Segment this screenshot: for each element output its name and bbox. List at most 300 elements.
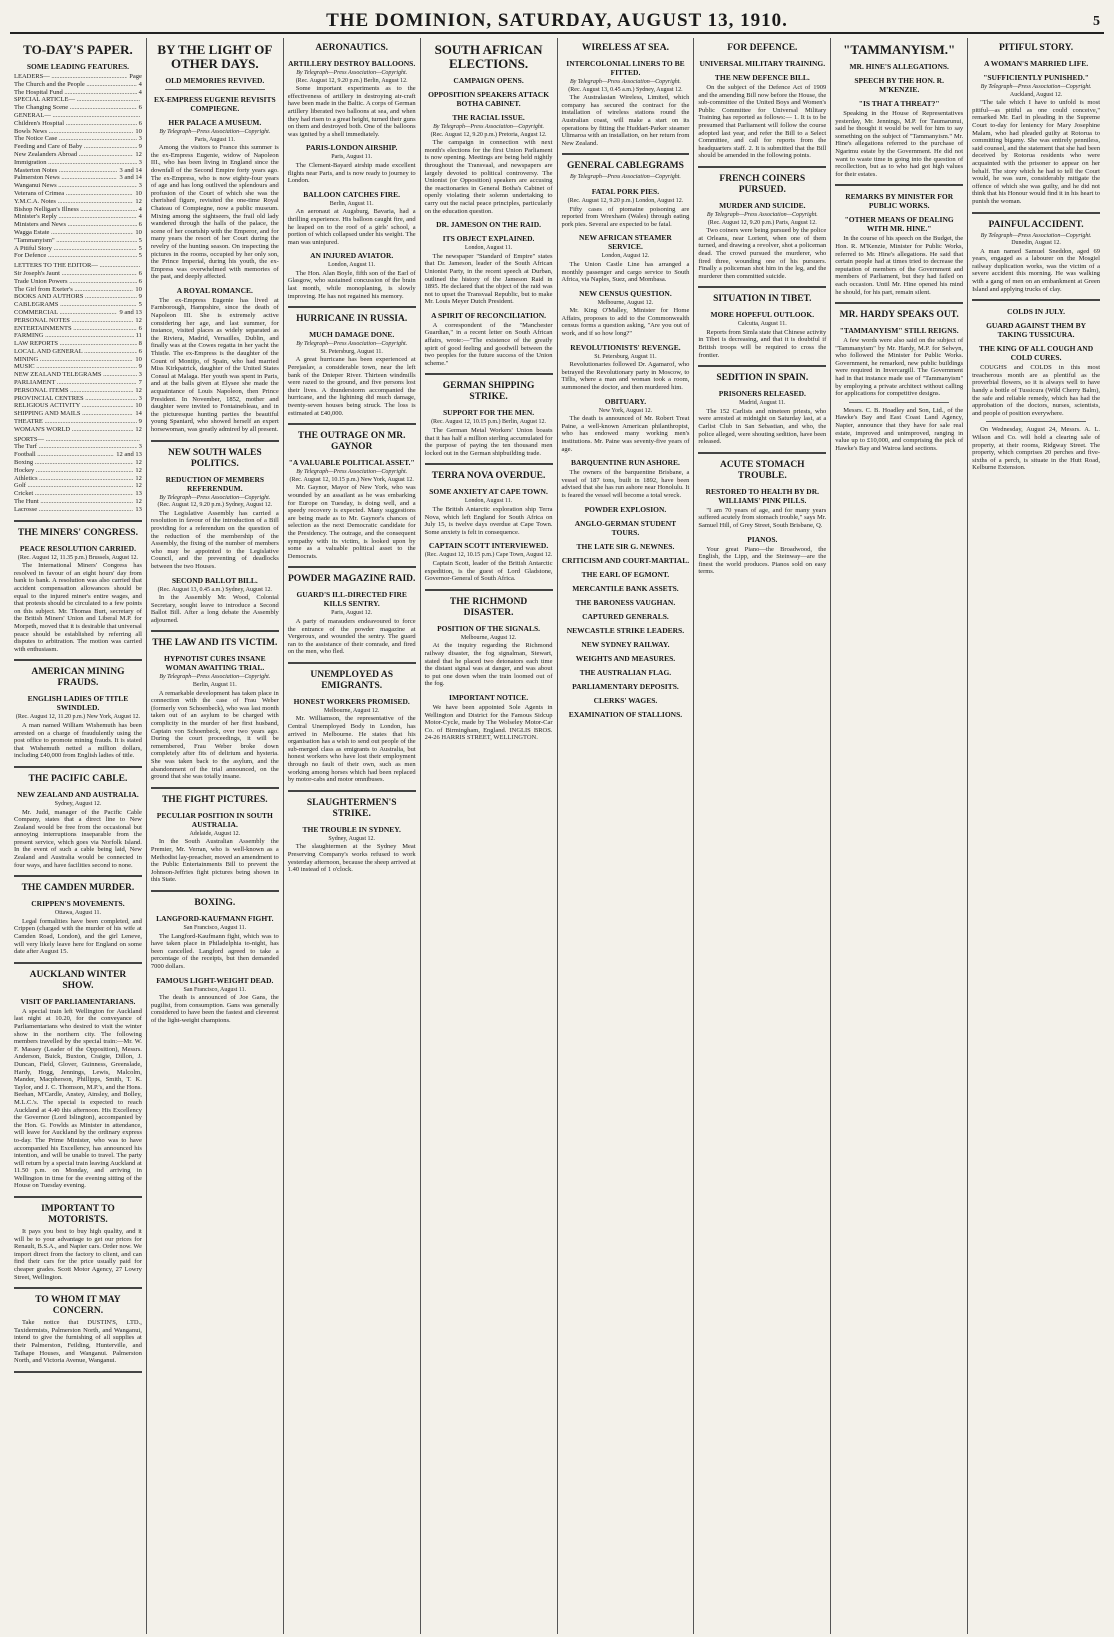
column-4 [421, 38, 558, 1634]
index-subtitle: SOME LEADING FEATURES. [26, 62, 130, 71]
article-body: The owners of the barquentine Brisbane, a vessel of 187 tons, built in 1892, have been advised that she has run ashore near Honolulu. It is feared the vessel will become a total wreck. [561, 469, 690, 499]
article [14, 883, 142, 956]
index-entry [14, 120, 142, 128]
index-entry-page: 14 [135, 410, 142, 418]
article-headline: UNEMPLOYED AS EMIGRANTS. [310, 669, 393, 691]
article-body: Fifty cases of ptomaine poisoning are reported from Wrexham (Wales) through eating pork pies. Several are expected to be fatal. [561, 205, 690, 228]
dateline: (Rec. August 12, 9.20 p.m.) Sydney, August 12. [157, 502, 273, 509]
article-body: An aeronaut at Augsburg, Bavaria, had a thrilling experience. His balloon caught fire, and he leaped on to the roof of a girls' school, a portion of which collapsed under his weight. The man was uninjured. [287, 208, 416, 246]
article-subhead: GUARD'S ILL-DIRECTED FIRE KILLS SENTRY. [296, 590, 407, 609]
index-entry-label: Golf ..... [14, 482, 133, 490]
index-entry-label: NEW ZEALAND TELEGRAMS ..... [14, 371, 137, 379]
dateline: (Rec. August 13, 0.45 a.m.) Sydney, August 12. [157, 586, 272, 593]
index-entry [14, 482, 142, 490]
article-subhead: "SUFFICIENTLY PUNISHED." [983, 73, 1089, 82]
index-entry-page: 12 [135, 466, 142, 474]
article-subhead: "OTHER MEANS OF DEALING WITH MR. HINE." [844, 215, 954, 234]
divider [151, 890, 279, 892]
divider [425, 373, 553, 375]
index-entry [14, 143, 142, 151]
article-body: The Australasian Wireless, Limited, which company has secured the contract for the installation of wireless stations round the Australian coast, will make a start on its operations by fitting the Huddart-Parker steamer Ulimaroa with an installation, on her return from New Zealand. [561, 94, 690, 147]
index-entry-label: LETTERS TO THE EDITOR— ..... [14, 262, 140, 270]
article-body: Legal formalities have been completed, and Crippen (charged with the murder of his wife at Camden Road, London), and the girl Leneve, will very likely leave here for England on some date after August 15. [14, 917, 142, 956]
index-entry-page: 7 [138, 379, 142, 387]
article-subhead: A WOMAN'S MARRIED LIFE. [984, 59, 1089, 68]
divider [849, 402, 949, 403]
dateline: Paris, August 12. [331, 610, 373, 617]
index-entry [14, 213, 142, 221]
press-credit: By Telegraph—Press Association—Copyright. [296, 341, 408, 348]
article-headline: SEDITION IN SPAIN. [716, 373, 809, 384]
index-entry-label: The Hospital Fund ..... [14, 89, 137, 97]
dateline: (Rec. August 12, 11.20 p.m.) New York, August 12. [15, 714, 140, 721]
press-credit: By Telegraph—Press Association—Copyright. [296, 70, 408, 76]
article-body: "The tale which I have to unfold is most pitiful—as pitiful as one could conceive," remarked Mr. Earl in pleading in the Supreme Court to-day for leniency for Mary Josephine Malam, who had pleaded guilty at Rotorua to committing bigamy. She was entirely penniless, said counsel, and the statement that she had been deceived by Rotorua residents who were acquainted with the prisoner to appear on her behalf. The story which he had to tell the Court would, he was sure, considerably mitigate the offence of which she was guilty, and he did not think that his Honour would find it in his heart to punish the woman. [972, 99, 1100, 205]
article-headline: HURRICANE IN RUSSIA. [296, 314, 408, 325]
article-subhead: PECULIAR POSITION IN SOUTH AUSTRALIA. [156, 810, 273, 829]
index-entry-page: 12 [135, 474, 142, 482]
article-body: The Clement-Bayard airship made excellent flights near Paris, and is now ready to journey to London. [287, 161, 416, 185]
index-entry-page: 12 [135, 197, 142, 205]
index-entry-label: Bowls News ..... [14, 128, 133, 136]
article-subhead: SOME ANXIETY AT CAPE TOWN. [429, 487, 548, 497]
index-entry-page: 4 [138, 80, 142, 88]
divider [14, 766, 142, 768]
index-entry-page: 10 [135, 285, 142, 293]
article-body: Mr. King O'Malley, Minister for Home Affairs, proposes to add to the Commonwealth census forms a question asking, "Are you out of work, and if so how long?" [561, 307, 690, 338]
index-entry-label: Hockey ..... [14, 467, 133, 475]
divider [288, 662, 416, 664]
article-subhead: PARIS-LONDON AIRSHIP. [306, 143, 398, 153]
index-entry-label: The Hunt ..... [14, 498, 133, 506]
index-entry [14, 426, 142, 434]
press-credit: By Telegraph—Press Association—Copyright. [159, 494, 271, 501]
index-entry-page: 3 [138, 182, 142, 190]
index-entry-page: 3 [138, 443, 142, 451]
article-headline: AERONAUTICS. [315, 43, 388, 53]
divider [835, 184, 963, 186]
index-entry-label: PERSONAL NOTES ..... [14, 317, 133, 325]
index-entry-label: Wanganui News ..... [14, 182, 137, 190]
article-headline: GERMAN SHIPPING STRIKE. [442, 381, 535, 403]
article-subhead: "A VALUABLE POLITICAL ASSET." [288, 458, 415, 468]
article-subhead: NEW AFRICAN STEAMER SERVICE. [579, 233, 672, 252]
index-entry-label: Bishop Nelligan's Illness ..... [14, 206, 137, 214]
index-entry-page: 5 [138, 252, 142, 260]
divider [698, 452, 826, 454]
index-entry [14, 387, 142, 395]
index-entry [14, 340, 142, 348]
divider [14, 1371, 142, 1373]
index-entry-page: 4 [138, 205, 142, 213]
article-subhead: GUARD AGAINST THEM BY TAKING TUSSICURA. [986, 321, 1087, 340]
article-subhead: POSITION OF THE SIGNALS. [437, 623, 541, 633]
article-subhead: ANGLO-GERMAN STUDENT TOURS. [574, 518, 677, 537]
index-entry-page: 12 [135, 386, 142, 394]
index-entry-label: Wagga Estate ..... [14, 229, 133, 237]
index-entry [14, 293, 142, 301]
press-credit: By Telegraph—Press Association—Copyright. [706, 211, 818, 218]
article-subhead: OLD MEMORIES REVIVED. [165, 76, 265, 85]
dateline: St. Petersburg, August 11. [594, 353, 657, 360]
article-subhead: THE LATE SIR G. NEWNES. [576, 541, 675, 551]
index-entry [14, 174, 142, 182]
index-entry-label: PARLIAMENT ..... [14, 379, 137, 387]
index-entry-page [140, 262, 142, 270]
index-entry [14, 245, 142, 253]
index-entry [14, 81, 142, 89]
article-subhead: BALLOON CATCHES FIRE. [303, 189, 401, 199]
press-credit: By Telegraph—Press Association—Copyright. [569, 174, 681, 181]
article-subhead: RESTORED TO HEALTH BY DR. WILLIAMS' PINK PILLS. [705, 486, 820, 505]
divider [14, 1287, 142, 1289]
advertisement: Your great Piano—the Broadwood, the English, the Lipp, and the Steinway—are the finest the world produces. Pianos sold on easy terms. [698, 545, 827, 576]
divider [288, 566, 416, 568]
article-headline: THE OUTRAGE ON MR. GAYNOR [297, 431, 406, 453]
dateline: San Francisco, August 11. [183, 924, 247, 931]
article-body: A great hurricane has been experienced at Perejaslav, a considerable town, near the left bank of the Dnieper River. Thirteen windmills were razed to the ground, and five persons lost their lives. A thunderstorm accompanied the hurricane, and the lightning did much damage, twenty-seven houses being struck. The loss is estimated at £40,000. [287, 356, 416, 417]
index-entry [14, 73, 142, 81]
index-entry-label: Boxing ..... [14, 459, 133, 467]
article-subhead: THE RACIAL ISSUE. [452, 113, 525, 122]
index-entry-page [140, 436, 142, 444]
index-entry-label: COMMERCIAL ..... [14, 309, 117, 317]
article-headline: ACUTE STOMACH TROUBLE. [720, 459, 805, 481]
index-entry [14, 467, 142, 475]
article-subhead: MR. HINE'S ALLEGATIONS. [849, 62, 949, 71]
index-entry-label: CABLEGRAMS ..... [14, 301, 137, 309]
dateline: (Rec. August 12, 10.15 p.m.) Cape Town, August 12. [424, 552, 553, 559]
article-subhead: SECOND BALLOT BILL. [171, 575, 258, 585]
column-8 [968, 38, 1104, 1634]
index-title: TO-DAY'S PAPER. [23, 42, 133, 57]
index-entry-label: Palmerston News ..... [14, 174, 117, 182]
article-headline: MR. HARDY SPEAKS OUT. [839, 310, 959, 321]
advertisement: We have been appointed Sole Agents in Wellington and District for the Famous Sidcup Motor-Cycle, made by The Wolseley Motor-Car Co. of Birmingham, England. INGLIS BROS. 24-26 HARRIS STREET, WELLINGTON. [424, 703, 553, 742]
advertisement: On Wednesday, August 24, Messrs. A. L. Wilson and Co. will hold a clearing sale of property, at their rooms, Ridgway Street. The property, which comprises 20 perches and five-sixths of a perch, is situate in the Hutt Road, Kelburne Extension. [972, 426, 1100, 472]
article-subhead: PRISONERS RELEASED. [718, 389, 806, 399]
article-subhead: MERCANTILE BANK ASSETS. [572, 583, 679, 593]
index-entry [14, 151, 142, 159]
article-subhead: ITS OBJECT EXPLAINED. [442, 234, 535, 244]
article-subhead: REDUCTION OF MEMBERS REFERENDUM. [165, 474, 265, 493]
index-entry [14, 221, 142, 229]
article-body: The Legislative Assembly has carried a resolution in favour of the introduction of a Bill providing for a referendum on the question of the reduction of the membership of the Assembly, the fixing of the number of members who may be appointed to the Legislative Council, and the preventing of deadlocks between the two Houses. [150, 509, 279, 570]
divider [151, 630, 279, 632]
index-entry-page: 5 [138, 301, 142, 309]
article-subhead: SUPPORT FOR THE MEN. [442, 408, 535, 418]
article-subhead: "TAMMANYISM" STILL REIGNS. [839, 326, 959, 336]
article-subhead: OPPOSITION SPEAKERS ATTACK BOTHA CABINET. [428, 90, 550, 108]
index-entry-page: 4 [138, 88, 142, 96]
article-body: Some important experiments as to the effectiveness of artillery in destroying air-craft have been made in the Baltic. A corps of German artillery liberated two balloons at sea, and when they had risen to a great height, turned their guns on them and destroyed both. One of the balloons was ignited by a shell immediately. [287, 85, 416, 138]
article [14, 667, 142, 760]
article-headline: NEW SOUTH WALES POLITICS. [167, 447, 262, 469]
index-entry-page: 12 [135, 425, 142, 433]
article-subhead: HER PALACE A MUSEUM. [168, 118, 262, 127]
advertisement: "I am 70 years of age, and for many years suffered acutely from stomach trouble," says Mr. Samuel Hill, of Grey Street, South Brisbane, Q. [698, 506, 827, 529]
dateline: Dunedin, August 12. [1011, 240, 1061, 247]
index-entry [14, 379, 142, 387]
index-entry-page: 3 and 14 [119, 166, 142, 174]
column-3 [284, 38, 421, 1634]
page-number: 5 [1093, 14, 1100, 29]
article-subhead: EX-EMPRESS EUGENIE REVISITS COMPIEGNE. [153, 95, 276, 113]
index-entry-label: MUSIC ..... [14, 363, 137, 371]
article-headline: PITIFUL STORY. [999, 43, 1074, 53]
article-subhead: THE BARONESS VAUGHAN. [575, 597, 676, 607]
index-entry [14, 190, 142, 198]
index-entry [14, 167, 142, 175]
dateline: (Rec. August 12, 9.20 p.m.) Pretoria, August 12. [430, 131, 547, 138]
index-entry [14, 506, 142, 514]
index-entry-label: Ministers and News ..... [14, 221, 137, 229]
article-headline: THE RICHMOND DISASTER. [449, 596, 528, 618]
index-entry-label: Lacrosse ..... [14, 506, 133, 514]
article-subhead: CRITICISM AND COURT-MARTIAL. [561, 555, 690, 565]
index-entry [14, 252, 142, 260]
article [14, 1204, 142, 1281]
masthead [10, 6, 1104, 34]
article-body: Among the visitors to France this summer is the ex-Empress Eugenie, widow of Napoleon III., who has been living in England since the downfall of the Second Empire forty years ago. The ex-Empress, who is now eighty-four years of age and has long outlived the splendours and profusion of the Court of which she was the cherished figure, revisited the one-time Royal Chateau of Compiegne, now a public museum. Mixing among the sightseers, the frail old lady wandered through the halls of the palace, the scene of her courtship with the Emperor, and for many years the resort of her Court during the revelry of the hunting season. On inspecting the pictures in the rooms, occupied by her only son, the Prince Imperial, during his youth, the ex-Empress was overwhelmed with memories of the past, and deeply affected. [150, 144, 279, 281]
index-entry-page: 8 [138, 340, 142, 348]
article-headline: THE PACIFIC CABLE. [28, 773, 128, 784]
index-entry [14, 96, 142, 104]
index-entry-label: PERSONAL ITEMS ..... [14, 387, 133, 395]
press-credit: By Telegraph—Press Association—Copyright. [980, 84, 1092, 90]
article-subhead: ARTILLERY DESTROY BALLOONS. [288, 59, 416, 68]
index-entry-page: 3 [138, 135, 142, 143]
article-subhead: IMPORTANT NOTICE. [449, 692, 529, 702]
divider [151, 787, 279, 789]
article-subhead: NEW ZEALAND AND AUSTRALIA. [17, 789, 139, 799]
index-entry-label: Masterton Notes ..... [14, 167, 117, 175]
divider [288, 790, 416, 792]
article-body: Speaking in the House of Representatives yesterday, Mr. Jennings, M.P. for Taumarunui, said he thought it would be well for him to say something on the subject of "Tammanyism." Mr. Hine's allegations referred to the purchase of Ngarimu estate by the Government. He did not want to waste time in going into the question of recollection, but as to who had got high values for their estates. [835, 110, 964, 178]
column-6 [694, 38, 831, 1634]
article-subhead: PARLIAMENTARY DEPOSITS. [572, 681, 679, 691]
index-entry-page: 3 [138, 158, 142, 166]
index-entry-page: 12 [135, 482, 142, 490]
index-entry [14, 459, 142, 467]
dateline: Berlin, August 11. [192, 682, 237, 689]
index-entry-label: ENTERTAINMENTS ..... [14, 325, 137, 333]
index-entry-label: Athletics ..... [14, 475, 133, 483]
index-entry-label: BOOKS AND AUTHORS ..... [14, 293, 137, 301]
divider [698, 166, 826, 168]
article-headline: AUCKLAND WINTER SHOW. [29, 969, 127, 991]
press-credit: By Telegraph—Press Association—Copyright. [980, 232, 1092, 239]
index-entry-page: 5 [138, 244, 142, 252]
masthead-title: THE DOMINION, SATURDAY, AUGUST 13, 1910. [326, 10, 788, 31]
article-headline: THE FIGHT PICTURES. [161, 794, 268, 805]
divider [14, 659, 142, 661]
article-body: The slaughtermen at the Sydney Meat Preserving Company's works refused to work yesterday afternoon, because the sheep arrived at 1.40 instead of 1 o'clock. [287, 843, 416, 874]
divider [151, 440, 279, 442]
dateline: London, August 11. [464, 245, 513, 252]
article-subhead: THE AUSTRALIAN FLAG. [579, 667, 672, 677]
article-body: A special train left Wellington for Auckland last night at 10.20, for the conveyance of Parliamentarians who desired to visit the winter show in the northern city. The following members travelled by the special train:—Mr. W. F. Massey (Leader of the Opposition), Messrs. Anderson, Buick, Buxton, Craigie, Dillon, J. Duncan, Field, Glover, Guinness, Greenslade, Hardy, Hogg, Jennings, Lewis, Malcolm, Mander, Macpherson, Phillipps, Smith, T. K. Taylor, and J. C. Thomson, M.P.'s, and the Hons. Beehan, M'Cardle, Anstey, Ainsley, and Bolley, M.L.C.'s. The special is expected to reach Auckland at 4.40 this afternoon. His Excellency the Governor (Lord Islington), accompanied by the Hon. G. Fowlds as Minister in attendance, will leave for Auckland by the ordinary express to-day. The Prime Minister, who was to have accompanied his Excellency, has announced his intention, and will be unable to travel. The party will return by a special train leaving Auckland at 11.50 p.m. on Monday, and arriving in Wellington in time for the evening sitting of the House on Tuesday evening. [14, 1007, 142, 1190]
article-headline: SOUTH AFRICAN ELECTIONS. [434, 42, 543, 71]
dateline: Calcutta, August 11. [737, 321, 787, 328]
index-entry [14, 395, 142, 403]
divider [986, 421, 1086, 422]
index-entry-page: 3 [138, 371, 142, 379]
dateline: Sydney, August 12. [328, 835, 375, 842]
article-subhead: PIANOS. [747, 534, 778, 544]
divider [165, 89, 265, 90]
article-subhead: THE KING OF ALL COUGH AND COLD CURES. [979, 344, 1094, 363]
dateline: Paris, August 11. [194, 136, 236, 143]
index-entry-label: FARMING ..... [14, 332, 134, 340]
article-subhead: FATAL PORK PIES. [591, 186, 660, 196]
divider [698, 365, 826, 367]
article-headline: COLDS IN JULY. [1007, 307, 1066, 317]
article-body: Revolutionaries followed Dr. Agamarof, who betrayed the Revolutionary party in Moscow, to Tiflis, where a man and woman took a room, summoned the doctor, and then murdered him. [561, 361, 690, 392]
press-credit: By Telegraph—Press Association—Copyright. [433, 124, 545, 130]
article-subhead: CLERKS' WAGES. [593, 695, 658, 705]
article-subhead: EXAMINATION OF STALLIONS. [568, 709, 683, 719]
dateline: Berlin, August 11. [329, 200, 374, 207]
index-entry-page: 9 and 13 [119, 308, 142, 316]
index-entry-label: New Zealanders Abroad ..... [14, 151, 133, 159]
index-entry-page: 6 [138, 119, 142, 127]
dateline: St. Petersburg, August 11. [320, 348, 383, 355]
article-body: Two coiners were being pursued by the police at Orleans, near Lorient, when one of them turned, and drawing a revolver, shot a policeman dead. The crowd pursued the murderer, who fired three, wounding one of his pursuers. Finally a policeman shot him in the leg, and the murderer then committed suicide. [698, 227, 827, 280]
index-entry-label: The Girl from Exeter's ..... [14, 286, 133, 294]
article-body: Reports from Simla state that Chinese activity in Tibet is decreasing, and that it is doubtful if British troops will be required to cross the frontier. [698, 328, 827, 359]
article-body: Mr. Judd, manager of the Pacific Cable Company, states that a direct line to New Zealand would be free from the occasional but annoying interruptions inseparable from the present service, which goes via Norfolk Island. In the event of such a cable being laid, New Zealand and Australia would be connected in four ways, and have facilities second to none. [14, 808, 142, 869]
article-subhead: AN INJURED AVIATOR. [310, 251, 394, 261]
article-subhead: MUCH DAMAGE DONE. [309, 330, 395, 340]
index-entry-label: Trade Union Powers ..... [14, 278, 137, 286]
index-entry [14, 371, 142, 379]
article-body: The German Metal Workers' Union boasts that it has half a million sterling accumulated for the purpose of paying the ten thousand men locked out in the German shipbuilding trade. [424, 427, 553, 457]
article-body: The International Miners' Congress has resolved in favour of an eight hours' day from bank to bank. A resolution was also carried that accident compensation allowances should be equal to the injured miner's entire wages, and that protests should be circulated to a few points on this subject. Mr. Thomas Burt, secretary of the British Miners' Union and Liberal M.P. for Morpeth, moved that it is desirable that universal peace should be established by referring all disputes to arbitration. The motion was carried with enthusiasm. [14, 562, 142, 653]
column-2 [147, 38, 284, 1634]
press-credit: By Telegraph—Press Association—Copyright. [159, 129, 271, 135]
divider [288, 423, 416, 425]
press-credit: By Telegraph—Press Association—Copyright. [569, 79, 681, 85]
index-entry-label: THEATRE ..... [14, 418, 137, 426]
index-entry-label: Children's Hospital ..... [14, 120, 137, 128]
index-entry-page: 13 [135, 505, 142, 513]
index-entry-label: RELIGIOUS ACTIVITY ..... [14, 402, 133, 410]
dateline: Ottawa, August 11. [54, 910, 101, 917]
index-entry-page: 12 [135, 150, 142, 158]
dateline: London, August 12. [601, 253, 650, 260]
index-entry-label: WOMAN'S WORLD ..... [14, 426, 133, 434]
column-1 [10, 38, 147, 1634]
index-entry-label: SHIPPING AND MAILS ..... [14, 410, 133, 418]
dateline: Melbourne, August 12. [597, 299, 654, 306]
index-entry [14, 104, 142, 112]
article-body: The Hon. Alan Boyle, fifth son of the Earl of Glasgow, who sustained concussion of the brain last month, while monoplaning, is slowly improving. He has not regained his memory. [287, 269, 416, 300]
article [14, 774, 142, 869]
article-subhead: NEWCASTLE STRIKE LEADERS. [566, 625, 685, 635]
index-entry [14, 498, 142, 506]
article-body: It pays you best to buy high quality, and it will be to your advantage to get our prices for Renault, B.S.A., and Napier cars. Order now. We import direct from the factory to client, and can find their cars for the price usually paid for cheaper grades. Scott Motor Agency, 27 Lowry Street, Wellington. [14, 1228, 142, 1281]
index-entry-label: The Notice Case ..... [14, 135, 137, 143]
index-entry-label: "Tammanyism" ..... [14, 237, 137, 245]
article-headline: SITUATION IN TIBET. [713, 294, 812, 305]
index-entry-page: Page [129, 73, 142, 80]
divider [14, 962, 142, 964]
article-body: Take notice that DUSTIN'S, LTD., Taxidermists, Palmerston North, and Wanganui, intend to give the furnishing of all supplies at their Palmerston, Feilding, Hunterville, and Taihape Houses, and Wanganui. Palmerston North, and Victoria Avenue, Wanganui. [14, 1319, 142, 1365]
article-subhead: SPEECH BY THE HON. R. M'KENZIE. [854, 76, 944, 94]
article-headline: TERRA NOVA OVERDUE. [431, 471, 546, 482]
index-entry-label: SPORTS— ..... [14, 436, 140, 444]
dateline: Auckland, August 12. [1009, 91, 1063, 98]
article-subhead: BARQUENTINE RUN ASHORE. [570, 458, 680, 468]
index-entry-label: A Pitiful Story ..... [14, 245, 137, 253]
dateline: Adelaide, August 12. [189, 830, 241, 837]
index-entry-page: 9 [138, 293, 142, 301]
article-subhead: LANGFORD-KAUFMANN FIGHT. [156, 913, 274, 923]
index-entry-page: 12 [135, 459, 142, 467]
index-entry-page: 6 [138, 104, 142, 112]
article-body: Captain Scott, leader of the British Antarctic expedition, is the guest of Lord Gladstone, Governor-General of South Africa. [424, 559, 553, 583]
article-body: The campaign in connection with next month's elections for the first Union Parliament is now opening. Meetings are being held nightly throughout the Transvaal, and newspapers are largely devoted to political controversy. The Unionist (or Opposition) speakers are accusing the reactionaries in General Botha's Cabinet of openly violating their solemn undertaking to carry out the racial peace principles, particularly on the education question. [424, 139, 553, 215]
article-subhead: HYPNOTIST CURES INSANE WOMAN AWAITING TRIAL. [164, 654, 266, 673]
advertisement: COUGHS and COLDS in this most treacherous month are as plentiful as the proverbial flowers, so it is always well to have handy a bottle of Tussicura (Wild Cherry Balm), the safe and reliable remedy, which has had the approbation of the doctors, nurses, scientists, and people of position everywhere. [972, 364, 1100, 417]
dateline: London, August 11. [464, 498, 513, 505]
article-subhead: REVOLUTIONISTS' REVENGE. [570, 342, 681, 352]
index-entry-page [140, 96, 142, 104]
index-entry [14, 89, 142, 97]
article-headline: SLAUGHTERMEN'S STRIKE. [306, 797, 397, 819]
dateline: (Rec. August 12, 11.35 p.m.) Brussels, August 12. [17, 554, 138, 561]
divider [14, 1196, 142, 1198]
index-entry-page: 10 [135, 355, 142, 363]
article-headline: GENERAL CABLEGRAMS [566, 161, 684, 172]
article-subhead: A SPIRIT OF RECONCILIATION. [431, 310, 546, 320]
article-headline: THE MINERS' CONGRESS. [17, 527, 138, 538]
article-subhead: UNIVERSAL MILITARY TRAINING. [699, 59, 826, 68]
article-headline: REMARKS BY MINISTER FOR PUBLIC WORKS. [845, 192, 954, 211]
article-body: In the course of his speech on the Budget, the Hon. R. M'Kenzie, Minister for Public Works, referred to Mr. Hine's allegations. He said that certain people had at times tried to decrease the reputation of members of the Government and members of Parliament, but they had failed on each occasion. Until Mr. Hine opened his mind he should, for his part, remain silent. [835, 235, 964, 296]
dateline: Sydney, August 12. [54, 800, 102, 807]
article-body: The British Antarctic exploration ship Terra Nova, which left England for South Africa on July 15, is twelve days overdue at Cape Town. Some anxiety is felt in consequence. [424, 506, 553, 536]
index-entry-page: 12 [135, 316, 142, 324]
index-entry-page: 6 [138, 324, 142, 332]
article [14, 1295, 142, 1365]
index-entry-page: 10 [135, 402, 142, 410]
dateline: Melbourne, August 12. [324, 707, 380, 714]
index-entry-page: 6 [138, 269, 142, 277]
dateline: (Rec. August 12, 9.20 p.m.) Berlin, August 12. [295, 77, 408, 84]
article-subhead: CAPTAIN SCOTT INTERVIEWED. [428, 541, 549, 551]
dateline: San Francisco, August 11. [183, 986, 247, 993]
index-entry-label: PROVINCIAL CENTRES ..... [14, 395, 137, 403]
divider [288, 306, 416, 308]
article-body: A man named Samuel Sneddon, aged 69 years, engaged as a labourer on the Mosgiel railway duplication works, was the victim of a severe accident this morning. He was walking with a gang of men on an embankment at Green Island and applying trucks of clay. [972, 247, 1100, 293]
article-headline: AMERICAN MINING FRAUDS. [31, 667, 125, 689]
article-body: Mr. Williamson, the representative of the Central Unemployed Body in London, has arrived in Melbourne. He states that his organisation has a wish to send out people of the sub-merged class as emigrants to Australia, but honest workers who have lost their employment through no fault of their own, such as men working among horses which had been replaced by motor-cabs and motor omnibuses. [287, 715, 416, 784]
article-subhead: NEW SYDNEY RAILWAY. [581, 639, 670, 649]
index-entry-page: 9 [138, 363, 142, 371]
article-subhead: OBITUARY. [604, 396, 647, 406]
index-entry [14, 451, 142, 459]
article-subhead: THE NEW DEFENCE BILL. [714, 73, 810, 82]
article-headline: TO WHOM IT MAY CONCERN. [35, 1295, 121, 1317]
index-entry [14, 363, 142, 371]
index-entry-page: 3 and 14 [119, 174, 142, 182]
article-headline: THE LAW AND ITS VICTIM. [152, 638, 278, 649]
divider [698, 286, 826, 288]
article-body: The Union Castle Line has arranged a monthly passenger and cargo service to South Africa, via Naples, Suez, and Mombasa. [561, 260, 690, 284]
index-entry-page: 12 [135, 498, 142, 506]
